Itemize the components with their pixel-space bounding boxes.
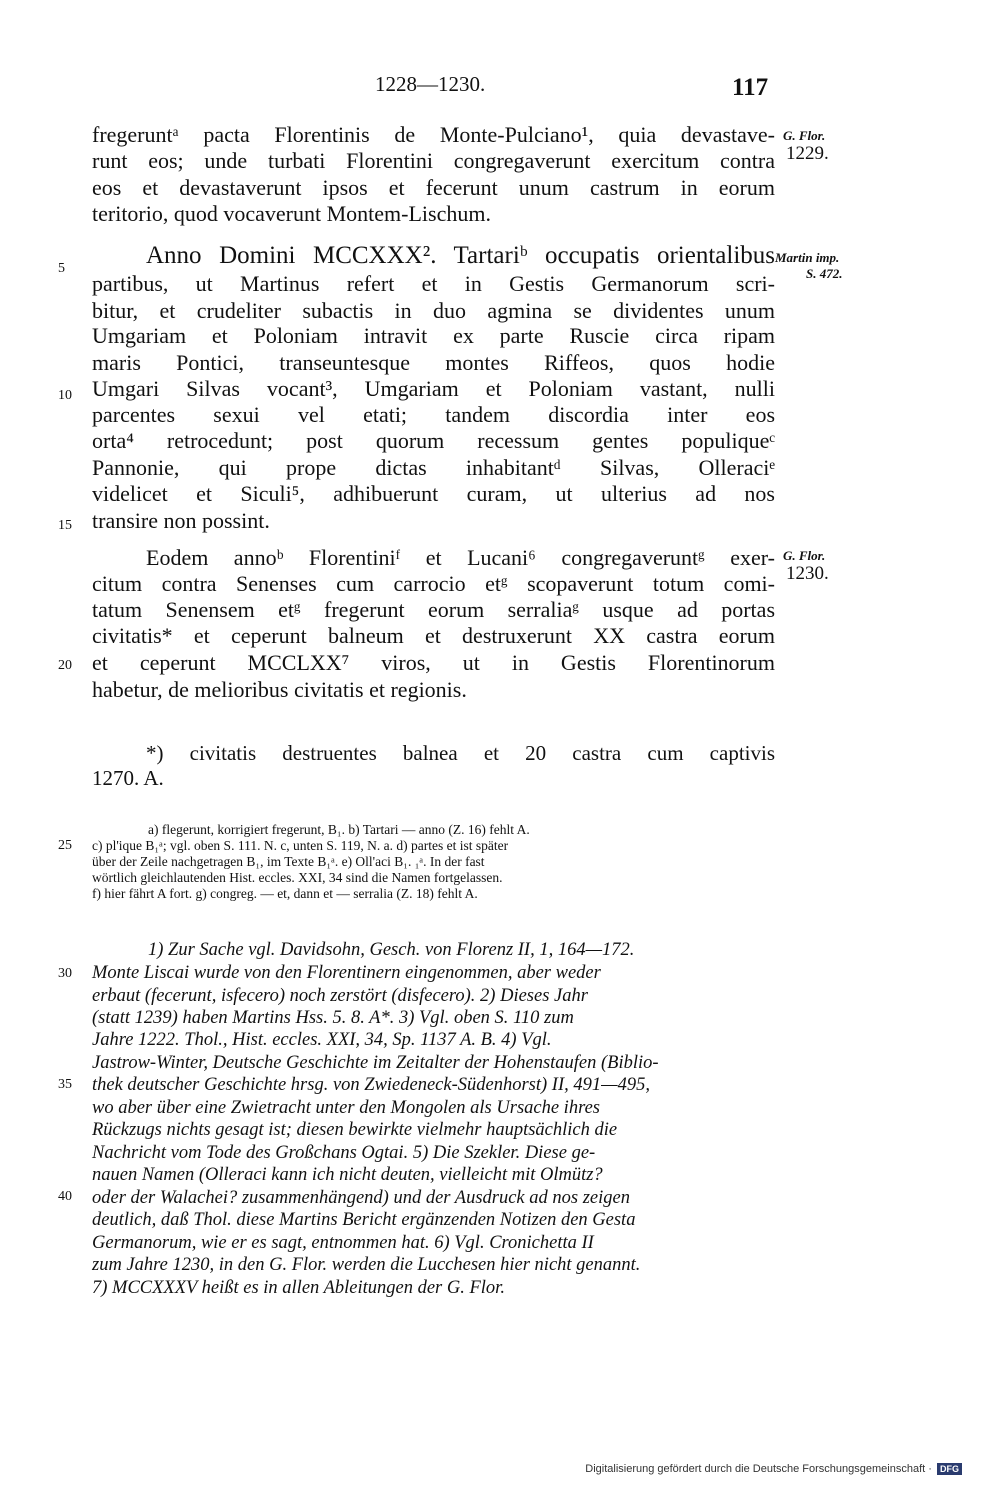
margin-ref: S. 472. xyxy=(806,266,843,281)
annotation-line: Germanorum, wie er es sagt, entnommen hat. 6) Vgl. Cronichetta II xyxy=(92,1233,594,1253)
text-line: orta⁴ retrocedunt; post quorum recessum gentes populiqueᶜ xyxy=(92,428,775,453)
text-line: habetur, de melioribus civitatis et regionis. xyxy=(92,677,467,702)
margin-ref: 1229. xyxy=(786,143,829,164)
margin-source: G. Flor. xyxy=(783,548,826,563)
annotation-line: Jahre 1222. Thol., Hist. eccles. XXI, 34, Sp. 1137 A. B. 4) Vgl. xyxy=(92,1030,552,1050)
line-number: 20 xyxy=(58,658,72,673)
annotation-line: wo aber über eine Zwietracht unter den Mongolen als Ursache ihres xyxy=(92,1098,601,1118)
line-number: 15 xyxy=(58,518,72,533)
footer-text: Digitalisierung gefördert durch die Deutsche Forschungsgemeinschaft · xyxy=(585,1463,932,1475)
text-line: videlicet et Siculi⁵, adhibuerunt curam, ut ulterius ad nos xyxy=(92,481,775,506)
text-line: runt eos; unde turbati Florentini congregaverunt exercitum contra xyxy=(92,148,775,173)
annotation-line: oder der Walachei? zusammenhängend) und der Ausdruck ad nos zeigen xyxy=(92,1188,630,1208)
line-number: 10 xyxy=(58,388,72,403)
text-line: teritorio, quod vocaverunt Montem-Lischum. xyxy=(92,201,491,226)
page-range: 1228—1230. xyxy=(375,72,486,96)
annotation-line: zum Jahre 1230, in den G. Flor. werden die Lucchesen hier nicht genannt. xyxy=(92,1255,641,1275)
annotation-line: Monte Liscai wurde von den Florentinern eingenommen, aber weder xyxy=(92,963,601,983)
text-line: Eodem annoᵇ Florentiniᶠ et Lucani⁶ congregaveruntᵍ exer- xyxy=(146,545,775,570)
text-line: fregeruntᵃ pacta Florentinis de Monte-Pulciano¹, quia devastave- xyxy=(92,122,775,147)
line-number: 35 xyxy=(58,1077,72,1092)
text-line: Umgariam et Poloniam intravit ex parte Ruscie circa ripam xyxy=(92,323,775,348)
annotation-line: Nachricht vom Tode des Großchans Ogtai. 5) Die Szekler. Diese ge- xyxy=(92,1143,596,1163)
line-number: 5 xyxy=(58,261,65,276)
text-line: tatum Senensem etᵍ fregerunt eorum serraliaᵍ usque ad portas xyxy=(92,597,775,622)
line-number: 30 xyxy=(58,966,72,981)
annotation-line: nauen Namen (Olleraci kann ich nicht deuten, vielleicht mit Olmütz? xyxy=(92,1165,603,1185)
apparatus-line: wörtlich gleichlautenden Hist. eccles. XXI, 34 sind die Namen fortgelassen. xyxy=(92,870,503,885)
star-note-line: *) civitatis destruentes balnea et 20 castra cum captivis xyxy=(146,741,775,765)
annotation-line: thek deutscher Geschichte hrsg. von Zwiedeneck-Südenhorst) II, 491—495, xyxy=(92,1075,650,1095)
annotation-line: deutlich, daß Thol. diese Martins Bericht ergänzenden Notizen den Gesta xyxy=(92,1210,636,1230)
apparatus-line: über der Zeile nachgetragen B₁, im Texte B₁ᵃ. e) Oll'aci B₁. ₁ᵃ. In der fast xyxy=(92,854,485,869)
text-line: et ceperunt MCCLXX⁷ viros, ut in Gestis Florentinorum xyxy=(92,650,775,675)
margin-source: G. Flor. xyxy=(783,128,826,143)
text-line: civitatis* et ceperunt balneum et destruxerunt XX castra eorum xyxy=(92,623,775,648)
annotation-line: Jastrow-Winter, Deutsche Geschichte im Zeitalter der Hohenstaufen (Biblio- xyxy=(92,1053,659,1073)
text-line: maris Pontici, transeuntesque montes Riffeos, quos hodie xyxy=(92,350,775,375)
text-line: bitur, et crudeliter subactis in duo agmina se dividentes unum xyxy=(92,298,775,323)
margin-ref: 1230. xyxy=(786,563,829,584)
annotation-line: erbaut (fecerunt, isfecero) noch zerstört (disfecero). 2) Dieses Jahr xyxy=(92,986,588,1006)
text-line: Umgari Silvas vocant³, Umgariam et Poloniam vastant, nulli xyxy=(92,376,775,401)
margin-source: Martin imp. xyxy=(775,250,840,265)
text-line: Anno Domini MCCXXX². Tartariᵇ occupatis orientalibus xyxy=(146,242,775,269)
star-note-line: 1270. A. xyxy=(92,766,164,790)
apparatus-line: f) hier fährt A fort. g) congreg. — et, dann et — serralia (Z. 18) fehlt A. xyxy=(92,886,478,901)
text-line: transire non possint. xyxy=(92,508,270,533)
text-line: Pannonie, qui prope dictas inhabitantᵈ Silvas, Olleraciᵉ xyxy=(92,455,775,480)
apparatus-line: a) flegerunt, korrigiert fregerunt, B₁. b) Tartari — anno (Z. 16) fehlt A. xyxy=(148,822,530,837)
annotation-line: Rückzugs nichts gesagt ist; diesen bewirkte vielmehr hauptsächlich die xyxy=(92,1120,618,1140)
annotation-line: 7) MCCXXXV heißt es in allen Ableitungen der G. Flor. xyxy=(92,1278,505,1298)
page-number: 117 xyxy=(732,74,769,101)
apparatus-line: c) pl'ique B₁ᵃ; vgl. oben S. 111. N. c, unten S. 119, N. a. d) partes et ist später xyxy=(92,838,509,853)
annotation-line: (statt 1239) haben Martins Hss. 5. 8. A*. 3) Vgl. oben S. 110 zum xyxy=(92,1008,574,1028)
annotation-line: 1) Zur Sache vgl. Davidsohn, Gesch. von Florenz II, 1, 164—172. xyxy=(148,940,635,960)
line-number: 40 xyxy=(58,1189,72,1204)
line-number: 25 xyxy=(58,838,72,853)
text-line: parcentes sexui vel etati; tandem discordia inter eos xyxy=(92,402,775,427)
text-line: citum contra Senenses cum carrocio etᵍ scopaverunt totum comi- xyxy=(92,571,775,596)
text-line: eos et devastaverunt ipsos et fecerunt unum castrum in eorum xyxy=(92,175,775,200)
digitization-footer xyxy=(585,1463,962,1475)
text-line: partibus, ut Martinus refert et in Gestis Germanorum scri- xyxy=(92,271,775,296)
dfg-logo: DFG xyxy=(937,1463,962,1475)
